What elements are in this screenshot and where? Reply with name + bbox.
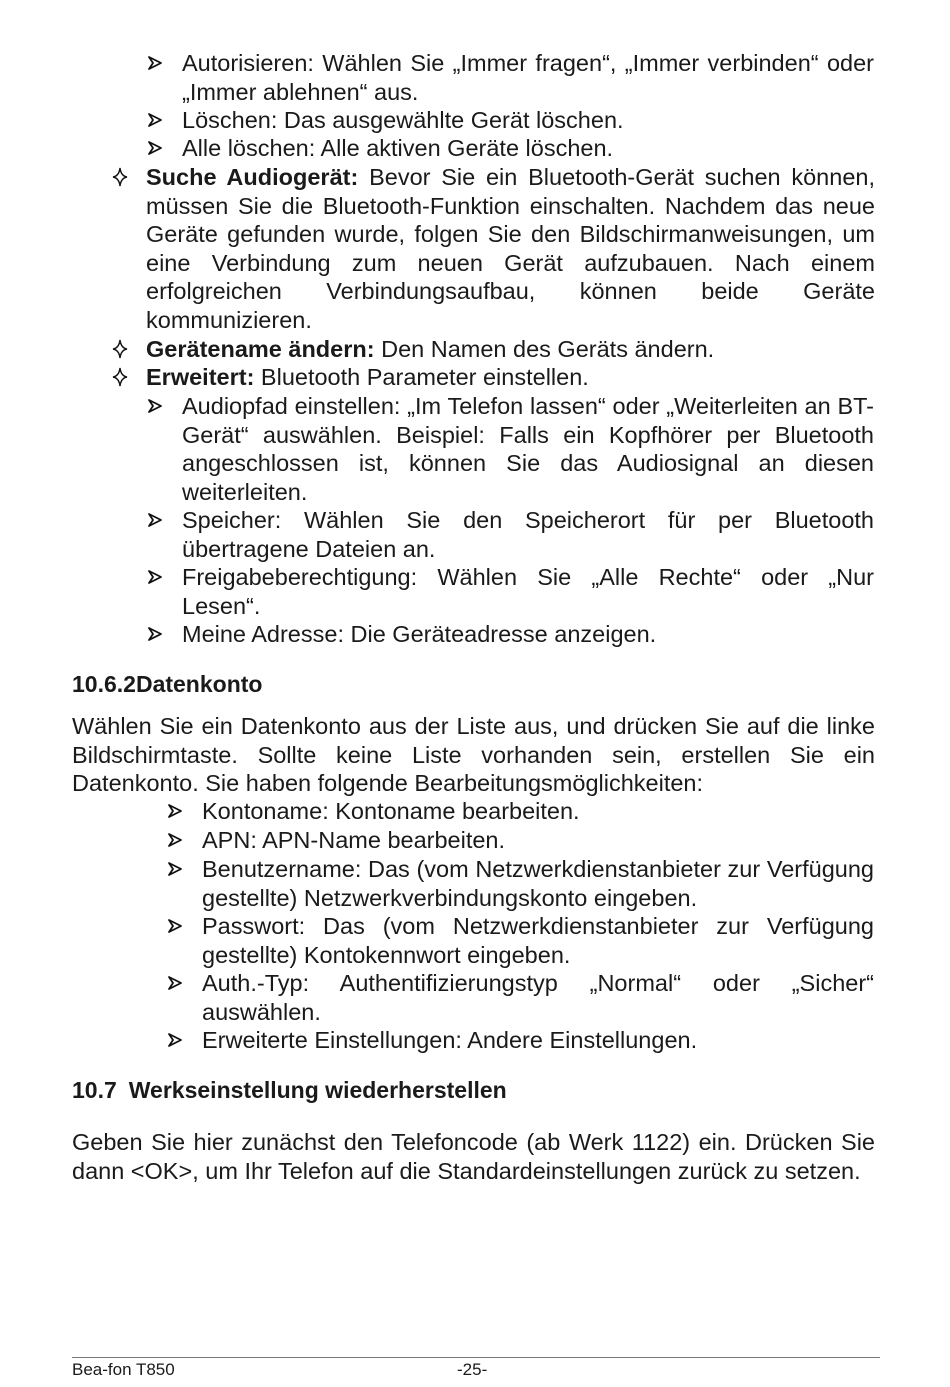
section-heading — [72, 1076, 507, 1105]
list-item — [146, 392, 876, 506]
list-item — [146, 106, 876, 135]
sparkle-bullet-icon — [110, 163, 146, 191]
list-item — [146, 506, 876, 563]
list-item — [166, 855, 876, 912]
arrow-bullet-icon — [166, 826, 202, 854]
arrow-bullet-icon — [146, 134, 182, 162]
list-item-text: Autorisieren: Wählen Sie „Immer fragen“, „Immer verbinden“ oder „Immer ablehnen“ aus. — [182, 50, 874, 105]
section-body: Geben Sie hier zunächst den Telefoncode (ab Werk 1122) ein. Drücken Sie dann <OK>, um Ihr Telefon auf die Standardeinstellungen zurück zu setzen. — [72, 1129, 875, 1184]
section-title: Datenkonto — [135, 671, 263, 697]
item-text: Den Namen des Geräts ändern. — [374, 336, 715, 362]
item-text: Bevor Sie ein Bluetooth-Gerät suchen können, müssen Sie die Bluetooth-Funktion einschalten. Nachdem das neue Geräte gefunden wurde, folgen Sie den Bildschirmanweisungen, um eine Verbindung zum neuen Gerät aufzubauen. Nach einem erfolgreichen Verbindungsaufbau, können beide Geräte kommunizieren. — [146, 164, 875, 333]
list-item-text: Kontoname: Kontoname bearbeiten. — [202, 798, 580, 824]
list-item — [146, 620, 876, 649]
list-item — [166, 797, 876, 826]
list-item — [110, 163, 876, 335]
list-item-text: Löschen: Das ausgewählte Gerät löschen. — [182, 107, 624, 133]
list-item — [146, 563, 876, 620]
list-item-text: Alle löschen: Alle aktiven Geräte löschen. — [182, 135, 614, 161]
list-item-text: Meine Adresse: Die Geräteadresse anzeigen. — [182, 621, 657, 647]
list-item — [166, 969, 876, 1026]
list-item — [110, 363, 876, 392]
arrow-bullet-icon — [146, 106, 182, 134]
arrow-bullet-icon — [146, 620, 182, 648]
section-title: Werkseinstellung wiederherstellen — [128, 1077, 507, 1103]
arrow-bullet-icon — [146, 506, 182, 534]
arrow-bullet-icon — [166, 969, 202, 997]
list-item — [146, 134, 876, 163]
list-item — [146, 49, 876, 106]
arrow-bullet-icon — [146, 392, 182, 420]
footer-divider — [72, 1357, 880, 1358]
sparkle-bullet-icon — [110, 363, 146, 391]
list-item-text: Freigabeberechtigung: Wählen Sie „Alle Rechte“ oder „Nur Lesen“. — [182, 564, 874, 619]
arrow-bullet-icon — [166, 797, 202, 825]
list-item-text: Erweiterte Einstellungen: Andere Einstellungen. — [202, 1027, 698, 1053]
section-number: 10.7 — [72, 1077, 117, 1103]
arrow-bullet-icon — [166, 912, 202, 940]
list-item-text: Passwort: Das (vom Netzwerkdienstanbieter zur Verfügung gestellte) Kontokennwort eingeben. — [202, 913, 874, 968]
item-label: Suche Audiogerät: — [146, 164, 359, 190]
list-item — [166, 912, 876, 969]
sparkle-bullet-icon — [110, 335, 146, 363]
list-item-text: APN: APN-Name bearbeiten. — [202, 827, 506, 853]
list-item — [166, 1026, 876, 1055]
section-intro: Wählen Sie ein Datenkonto aus der Liste aus, und drücken Sie auf die linke Bildschirmtaste. Sollte keine Liste vorhanden sein, erstellen Sie ein Datenkonto. Sie haben folgende Bearbeitungsmöglichkeiten: — [72, 713, 875, 797]
item-text: Bluetooth Parameter einstellen. — [254, 364, 589, 390]
section-heading — [72, 670, 262, 699]
arrow-bullet-icon — [146, 49, 182, 77]
arrow-bullet-icon — [146, 563, 182, 591]
footer-product: Bea-fon T850 — [72, 1360, 175, 1379]
arrow-bullet-icon — [166, 855, 202, 883]
page-number: -25- — [457, 1360, 488, 1379]
list-item — [166, 826, 876, 855]
list-item — [110, 335, 876, 364]
item-label: Erweitert: — [146, 364, 255, 390]
section-number: 10.6.2 — [72, 671, 136, 697]
list-item-text: Auth.-Typ: Authentifizierungstyp „Normal“ oder „Sicher“ auswählen. — [202, 970, 874, 1025]
list-item-text: Audiopfad einstellen: „Im Telefon lassen“ oder „Weiterleiten an BT-Gerät“ auswählen. Beispiel: Falls ein Kopfhörer per Bluetooth angeschlossen ist, können Sie das Audiosignal an diesen weiterleiten. — [182, 393, 874, 505]
arrow-bullet-icon — [166, 1026, 202, 1054]
list-item-text: Speicher: Wählen Sie den Speicherort für per Bluetooth übertragene Dateien an. — [182, 507, 874, 562]
item-label: Gerätename ändern: — [146, 336, 375, 362]
list-item-text: Benutzername: Das (vom Netzwerkdienstanbieter zur Verfügung gestellte) Netzwerkverbindungskonto eingeben. — [202, 856, 874, 911]
